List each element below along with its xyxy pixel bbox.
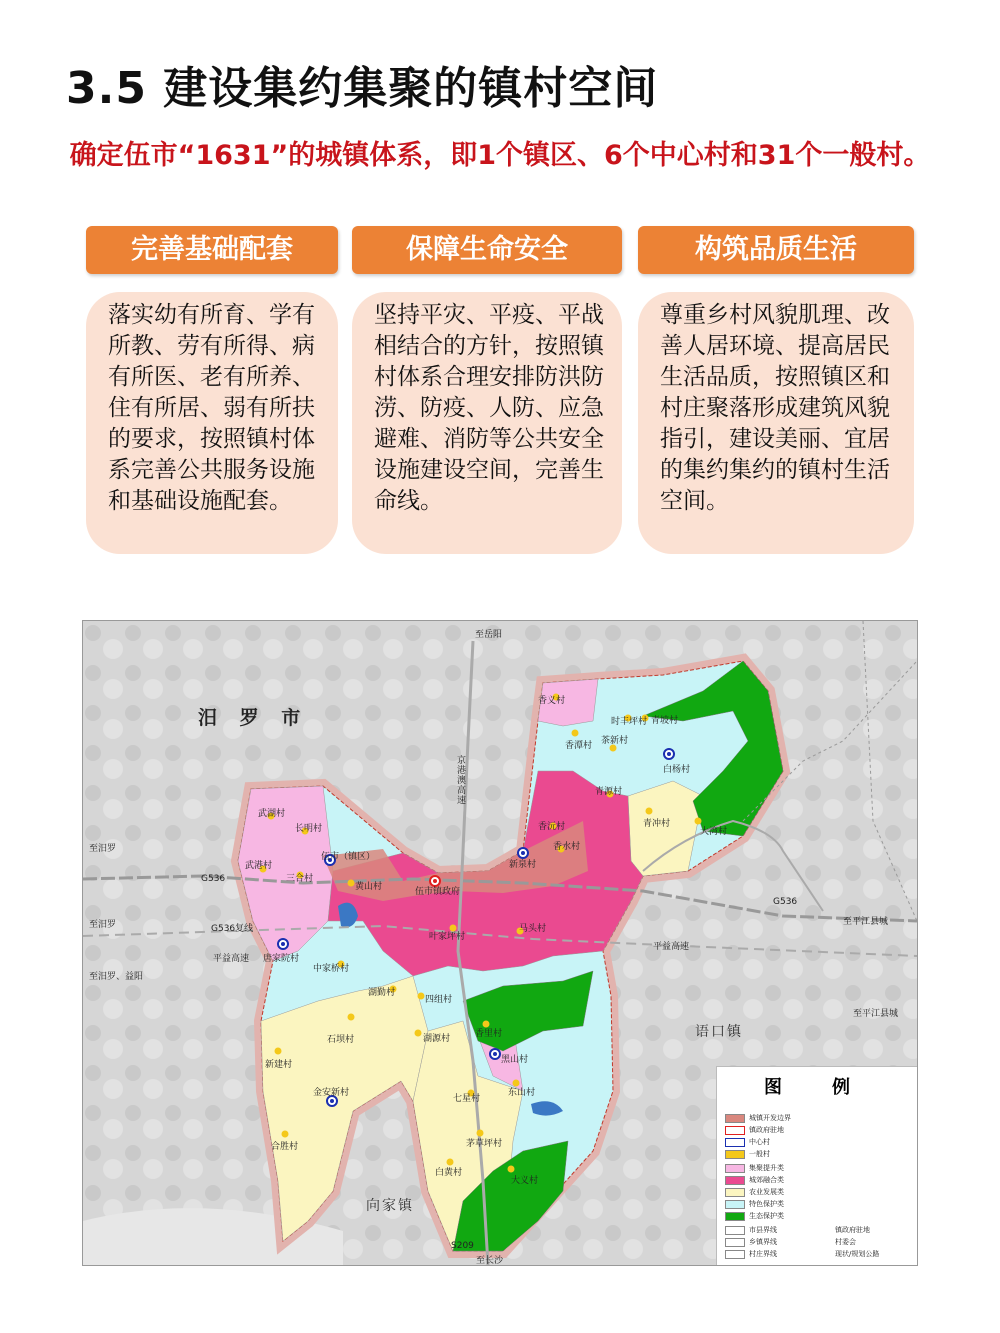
card-body-quality: 尊重乡村风貌肌理、改善人居环境、提高居民生活品质，按照镇区和村庄聚落形成建筑风貌指引，建设美丽、宜居的集约集约的镇村生活空间。 <box>638 292 914 554</box>
village-label: 黄山村 <box>355 882 383 892</box>
road-label-miluo: 至汨罗 <box>89 844 117 854</box>
card-heading-infrastructure: 完善基础配套 <box>86 226 338 274</box>
village-label: 长明村 <box>295 824 323 834</box>
legend-item-agri: 农业发展类 <box>725 1187 784 1197</box>
town-village-map <box>82 620 918 1266</box>
map-legend <box>716 1066 918 1266</box>
village-label: 香潭村 <box>565 741 593 751</box>
road-label-pingjiang: 至平江县城 <box>843 917 889 927</box>
village-label: 马头村 <box>519 924 547 934</box>
card-body-safety: 坚持平灾、平疫、平战相结合的方针，按照镇村体系合理安排防洪防涝、防疫、人防、应急避难、消防等公共安全设施建设空间，完善生命线。 <box>352 292 622 554</box>
road-label-yueyang: 至岳阳 <box>475 630 503 640</box>
village-label: 香义村 <box>538 696 566 706</box>
village-label: 伍市（镇区） <box>321 852 376 862</box>
road-label-pingjiang-2: 至平江县城 <box>853 1009 899 1019</box>
village-label: 大义村 <box>511 1176 539 1186</box>
map-town-label-xiangjia: 向家镇 <box>366 1198 414 1214</box>
village-label: 石坝村 <box>327 1035 355 1045</box>
village-label: 白黄村 <box>435 1168 463 1178</box>
village-label: 三合村 <box>286 874 314 884</box>
village-label: 武港村 <box>245 861 273 871</box>
legend-item-county-line: 市县界线 <box>725 1225 777 1235</box>
village-label: 时丰坪村 <box>611 717 648 727</box>
village-label: 七星村 <box>453 1094 481 1104</box>
page-title: 3.5 建设集约集聚的镇村空间 <box>66 63 659 114</box>
road-label-miluo-2: 至汨罗 <box>89 920 117 930</box>
legend-right-road: 现状/规划公路 <box>835 1250 880 1258</box>
legend-title: 图例 <box>764 1077 900 1098</box>
legend-right-committee: 村委会 <box>835 1238 856 1246</box>
legend-item-village-line: 村庄界线 <box>725 1249 777 1259</box>
town-government-label: 伍市镇政府 <box>415 887 461 897</box>
map-region-label: 汨 罗 市 <box>198 707 309 729</box>
village-label: 武湖村 <box>258 809 286 819</box>
map-town-label-wukou: 语口镇 <box>695 1024 743 1040</box>
road-label-pingyi-east: 平益高速 <box>653 942 690 952</box>
village-label: 黑山村 <box>501 1055 529 1065</box>
road-label-g536-east: G536 <box>773 897 798 907</box>
road-label-g536-line: G536复线 <box>211 924 254 934</box>
legend-item-boundary: 城镇开发边界 <box>725 1113 791 1123</box>
legend-item-general: 一般村 <box>725 1149 770 1159</box>
legend-item-gov: 镇政府驻地 <box>725 1125 784 1135</box>
card-heading-quality: 构筑品质生活 <box>638 226 914 274</box>
road-label-miluo-yiyang: 至汨罗、益阳 <box>89 972 144 982</box>
village-label: 香沅村 <box>538 822 566 832</box>
village-label: 茅草坪村 <box>466 1139 503 1149</box>
village-label: 新泉村 <box>509 860 537 870</box>
road-label-g536: G536 <box>201 874 226 884</box>
village-label: 青冲村 <box>643 819 671 829</box>
legend-item-cluster: 集聚提升类 <box>725 1163 784 1173</box>
village-label: 湖勤村 <box>368 988 396 998</box>
road-label-s209: S209 <box>451 1241 474 1251</box>
village-label: 香水村 <box>553 842 581 852</box>
village-label: 叶家坪村 <box>429 932 466 942</box>
village-label: 金安新村 <box>313 1088 350 1098</box>
road-label-pingyi: 平益高速 <box>213 954 250 964</box>
legend-item-special: 特色保护类 <box>725 1199 784 1209</box>
village-label: 东山村 <box>508 1088 536 1098</box>
card-body-infrastructure: 落实幼有所育、学有所教、劳有所得、病有所医、老有所养、住有所居、弱有所扶的要求，按照镇村体系完善公共服务设施和基础设施配套。 <box>86 292 338 554</box>
village-label: 青坡村 <box>651 716 679 726</box>
village-label: 新建村 <box>265 1060 293 1070</box>
legend-item-eco: 生态保护类 <box>725 1211 784 1221</box>
village-label: 香里村 <box>475 1029 503 1039</box>
village-label: 唐家院村 <box>263 954 300 964</box>
legend-right-gov: 镇政府驻地 <box>835 1226 870 1234</box>
legend-item-suburb: 城郊融合类 <box>725 1175 784 1185</box>
road-label-jinggangao: 京港澳高速 <box>457 756 467 806</box>
village-label: 中家桥村 <box>313 964 350 974</box>
subtitle: 确定伍市“1631”的城镇体系，即1个镇区、6个中心村和31个一般村。 <box>69 140 931 171</box>
road-label-changsha: 至长沙 <box>476 1256 504 1266</box>
legend-item-township-line: 乡镇界线 <box>725 1237 777 1247</box>
legend-item-central: 中心村 <box>725 1137 770 1147</box>
village-label: 湖源村 <box>423 1034 451 1044</box>
village-label: 茶新村 <box>601 736 629 746</box>
village-label: 青源村 <box>595 787 623 797</box>
village-label: 四组村 <box>425 995 453 1005</box>
card-heading-safety: 保障生命安全 <box>352 226 622 274</box>
village-label: 大湾村 <box>700 827 728 837</box>
village-label: 合胜村 <box>271 1142 299 1152</box>
village-label: 白杨村 <box>663 765 691 775</box>
